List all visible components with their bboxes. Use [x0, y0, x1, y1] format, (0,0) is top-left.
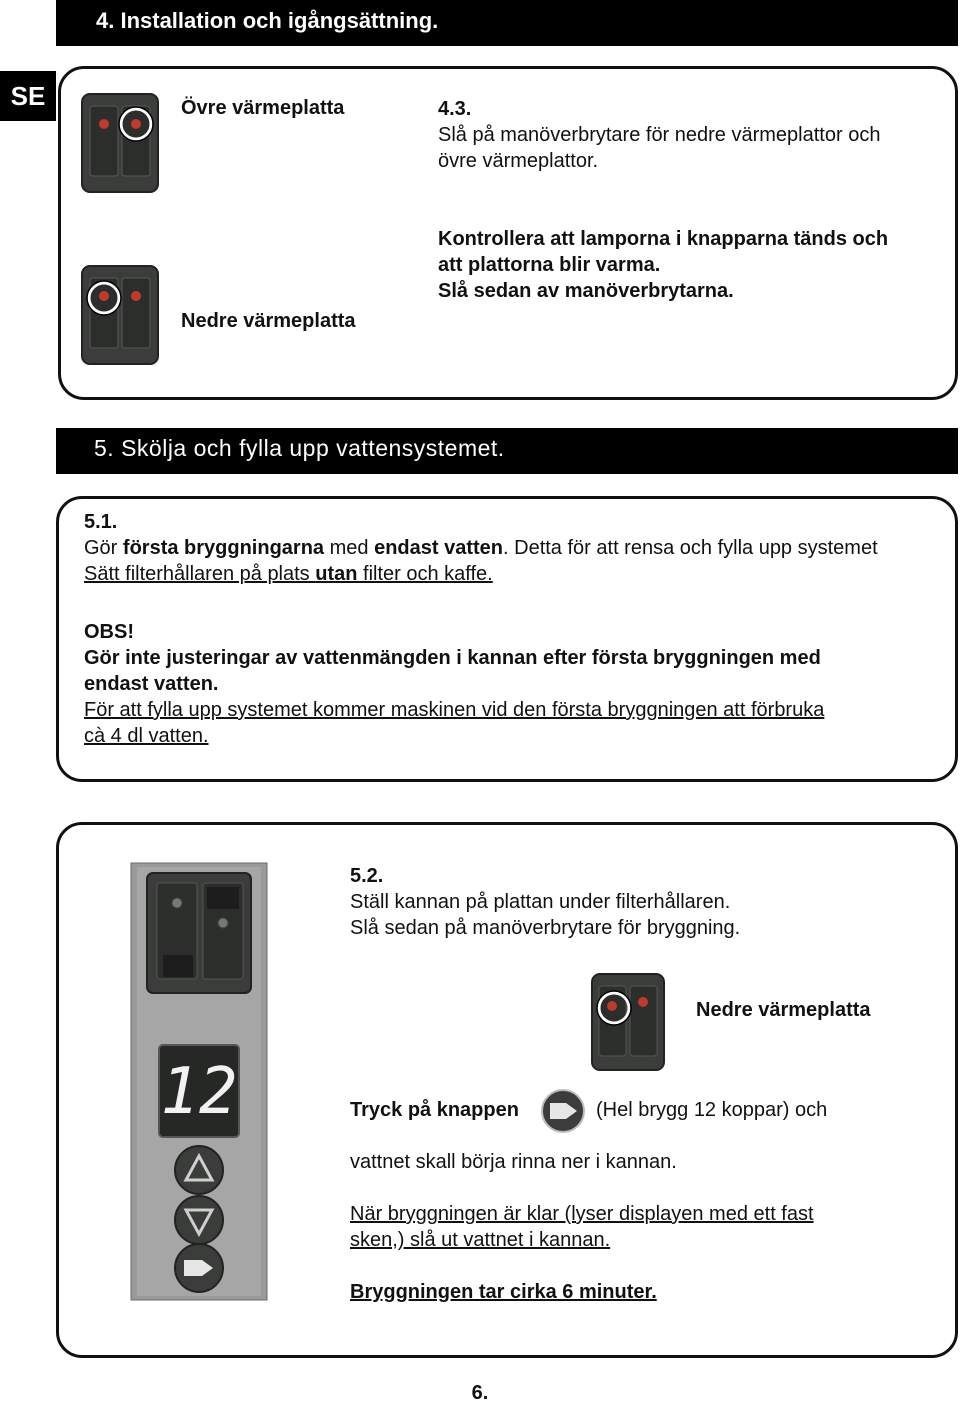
line1-part-a: Gör [84, 537, 123, 559]
language-tab: SE [0, 71, 56, 121]
lower-brew-plate-label: Nedre värmeplatta [696, 999, 871, 1021]
water-flow-line: vattnet skall börja rinna ner i kannan. [350, 1151, 677, 1173]
note-line2: cà 4 dl vatten. [84, 725, 209, 747]
line2-part-c: filter och kaffe. [357, 563, 493, 585]
step-4-3-line1: Slå på manöverbrytare för nedre värmeplattor och [438, 124, 881, 146]
press-button-label: Tryck på knappen [350, 1099, 519, 1121]
section5-header-title: 5. Skölja och fylla upp vattensystemet. [94, 435, 505, 461]
line2-part-b: utan [315, 563, 358, 585]
warning-line2: endast vatten. [84, 673, 219, 695]
brew-display-readout: 12 [160, 1055, 238, 1129]
line1-part-b: första bryggningarna [122, 537, 325, 559]
section5-header-bar [56, 428, 958, 474]
brew-duration-line: Bryggningen tar cirka 6 minuter. [350, 1281, 657, 1303]
line2-part-a: Sätt filterhållaren på plats [84, 563, 316, 585]
step-4-3-number: 4.3. [438, 98, 472, 120]
step-5-1-line1 [84, 535, 878, 561]
line1-part-e: . Detta för att rensa och fylla upp systemet [503, 537, 878, 559]
section-header-title: 4. Installation och igångsättning. [96, 8, 439, 33]
lower-plate-label: Nedre värmeplatta [181, 310, 356, 332]
line1-part-c: med [324, 537, 375, 559]
warning-line1: Gör inte justeringar av vattenmängden i kannan efter första bryggningen med [84, 647, 821, 669]
check-line1: Kontrollera att lamporna i knapparna tänds och [438, 228, 889, 250]
check-line2: att plattorna blir varma. [438, 254, 661, 276]
line1-part-d: endast vatten [374, 537, 504, 559]
lower-brew-switch-icon [590, 972, 666, 1072]
done-line1: När bryggningen är klar (lyser displayen med ett fast [350, 1203, 814, 1225]
step-5-1-line2 [84, 561, 493, 587]
lower-switch-icon [80, 264, 160, 366]
note-line1: För att fylla upp systemet kommer maskinen vid den första bryggningen att förbruka [84, 699, 825, 721]
section-header-bar [56, 0, 958, 46]
press-button-suffix: (Hel brygg 12 koppar) och [596, 1099, 828, 1121]
obs-label: OBS! [84, 621, 134, 643]
check-line3: Slå sedan av manöverbrytarna. [438, 280, 734, 302]
upper-plate-label: Övre värmeplatta [181, 97, 345, 119]
step-5-2-line2: Slå sedan på manöverbrytare för bryggning. [350, 917, 741, 939]
page-number: 6. [471, 1382, 489, 1404]
done-line2: sken,) slå ut vattnet i kannan. [350, 1229, 611, 1251]
full-brew-button-icon [540, 1089, 586, 1133]
upper-switch-icon [80, 92, 160, 194]
step-5-1-number: 5.1. [84, 511, 118, 533]
step-5-2-line1: Ställ kannan på plattan under filterhållaren. [350, 891, 731, 913]
step-4-3-line2: övre värmeplattor. [438, 150, 599, 172]
step-5-2-number: 5.2. [350, 865, 384, 887]
